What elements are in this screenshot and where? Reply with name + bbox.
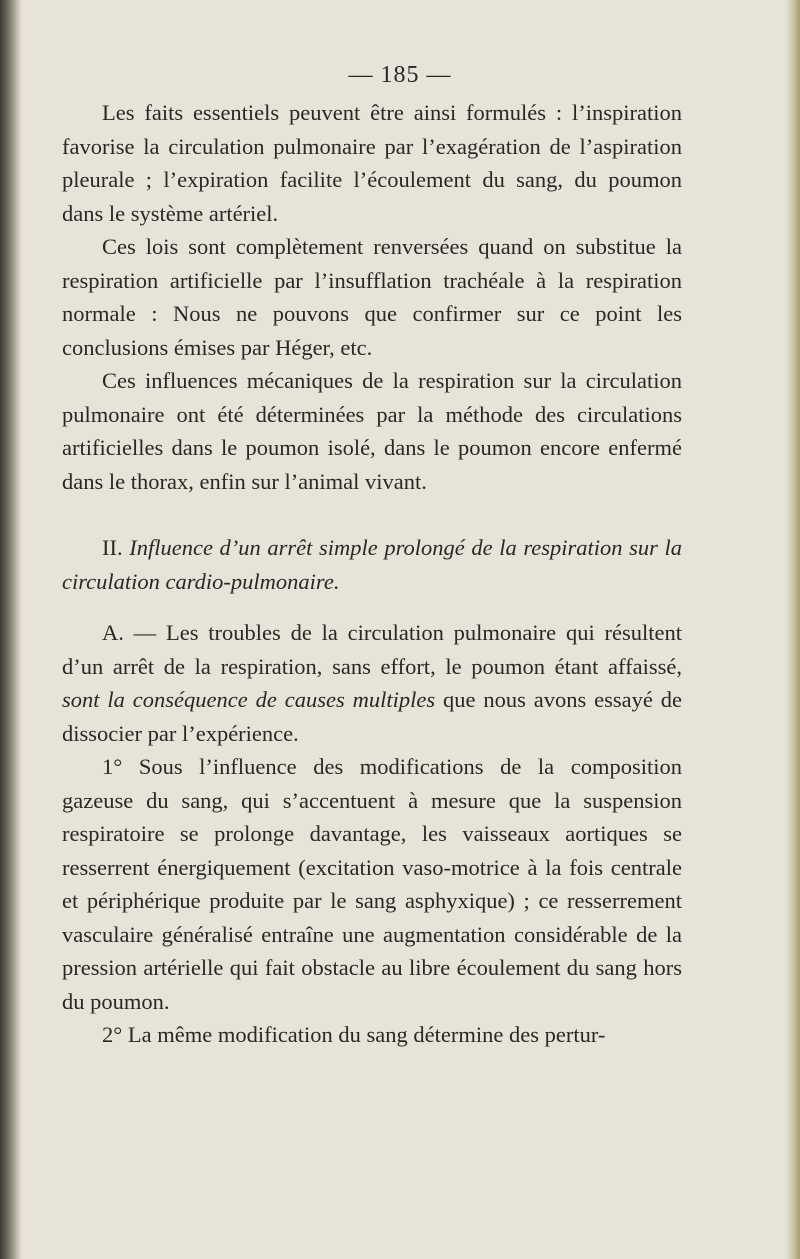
section-heading bbox=[62, 531, 682, 598]
section-number: II. bbox=[102, 535, 123, 560]
paragraph-a bbox=[62, 616, 682, 750]
paragraph-a-start: A. — Les troubles de la circulation pulmonaire qui résultent d’un arrêt de la respiration, sans effort, le poumon étant affaissé, bbox=[62, 620, 682, 679]
paragraph-a-end: que nous avons essayé de dissocier par l’expérience. bbox=[62, 687, 682, 746]
paragraph-essential-facts: Les faits essentiels peuvent être ainsi formulés : l’inspiration favorise la circulation pulmonaire par l’exagération de l’aspiration pleurale ; l’expiration facilite l’écoulement du sang, du poumon dans le système artériel. bbox=[62, 100, 682, 226]
paragraph-mechanical-influences: Ces influences mécaniques de la respiration sur la circulation pulmonaire ont été déterminées par la méthode des circulations artificielles dans le poumon isolé, dans le poumon encore enfermé dans le thorax, enfin sur l’animal vivant. bbox=[62, 368, 682, 494]
paragraph-point-1: 1° Sous l’influence des modifications de la composition gazeuse du sang, qui s’accentuent à mesure que la suspension respiratoire se prolonge davantage, les vaisseaux aortiques se resserrent énergiquement (excitation vaso-motrice à la fois centrale et périphérique produite par le sang asphyxique) ; ce resserrement vasculaire généralisé entraîne une augmentation considérable de la pression artérielle qui fait obstacle au libre écoulement du sang hors du poumon. bbox=[62, 754, 682, 1014]
section-title: Influence d’un arrêt simple prolongé de la respiration sur la circulation cardio-pulmonaire. bbox=[62, 535, 682, 594]
paragraph-point-2: 2° La même modification du sang détermine des pertur- bbox=[102, 1022, 606, 1047]
page-edge-shadow-left bbox=[0, 0, 22, 1259]
paragraph-a-italic: sont la conséquence de causes multiples bbox=[62, 687, 436, 712]
page-number: — 185 — bbox=[348, 62, 452, 88]
body-text bbox=[62, 96, 682, 1052]
page-edge-shadow-right bbox=[786, 0, 800, 1259]
paragraph-laws-reversed: Ces lois sont complètement renversées quand on substitue la respiration artificielle par l’insufflation trachéale à la respiration normale : Nous ne pouvons que confirmer sur ce point les conclusions émises par Héger, etc. bbox=[62, 234, 682, 360]
